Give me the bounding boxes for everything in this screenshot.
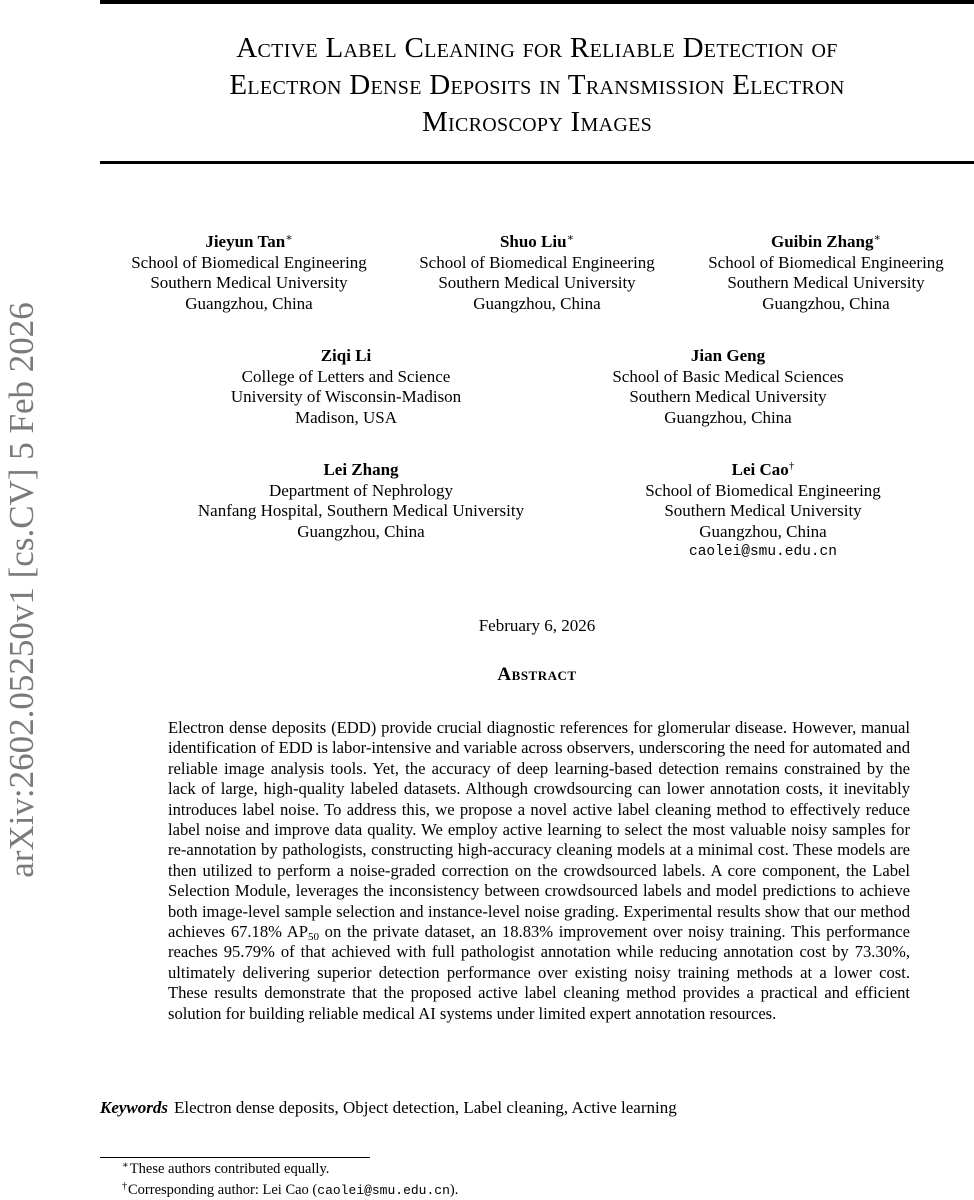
author-affiliation: Madison, USA [294,407,397,427]
top-rule [100,0,974,4]
author-block [407,232,667,314]
footnote-text: These authors contributed equally. [129,1161,330,1177]
footnote-text: Corresponding author: Lei Cao ( [128,1182,318,1198]
author-affiliation: Guangzhou, China [297,521,425,541]
paper-title [100,30,974,141]
author-mark: ∗ [873,232,881,244]
author-affiliation: School of Biomedical Engineering [419,252,655,272]
author-block [215,346,477,428]
author-name: Ziqi Li [320,346,372,365]
footnote-mark: † [122,1181,127,1192]
author-affiliation: School of Biomedical Engineering [708,252,944,272]
author-affiliation: Guangzhou, China [699,521,827,541]
author-affiliation: Department of Nephrology [268,480,454,500]
title-line: Electron Dense Deposits in Transmission Electron [229,69,845,101]
author-name: Lei Zhang [323,460,399,479]
publication-date: February 6, 2026 [478,616,596,635]
keywords-text: Electron dense deposits, Object detection, Label cleaning, Active learning [174,1098,677,1117]
author-name: Shuo Liu [499,232,567,251]
footnote-equal [122,1161,329,1178]
title-line: Microscopy Images [421,106,653,138]
keywords [100,1098,677,1118]
author-email[interactable]: caolei@smu.edu.cn [689,544,837,560]
footnote-email[interactable]: caolei@smu.edu.cn [317,1183,450,1198]
abstract-heading: Abstract [497,664,577,685]
footnote-mark: ∗ [122,1160,129,1171]
author-block [176,460,546,542]
footnote-tail: ). [449,1182,459,1198]
author-affiliation: Southern Medical University [727,273,925,292]
footnote-rule [100,1157,370,1158]
abstract-text: on the private dataset, an 18.83% improvement over noisy training. This performance reaches 95.79% of that achieved with full pathologist annotation while reducing annotation cost by 73.30%, ultimately delivering superior detection performance over existing noisy training methods at a lower cost. These results demonstrate that the proposed active label cleaning method provides a practical and efficient solution for building reliable medical AI systems under limited expert annotation resources. [168,922,910,1023]
abstract-body [168,718,910,1024]
title-line: Active Label Cleaning for Reliable Detection of [236,32,838,64]
author-block [597,346,859,428]
author-affiliation: Guangzhou, China [473,293,601,313]
author-name: Jieyun Tan [205,232,286,251]
author-affiliation: Southern Medical University [629,387,827,406]
ap-subscript: 50 [307,931,319,944]
author-affiliation: Southern Medical University [664,501,862,520]
author-affiliation: Guangzhou, China [762,293,890,313]
author-affiliation: School of Basic Medical Sciences [612,366,844,386]
author-block [632,460,894,563]
author-block [696,232,956,314]
title-rule [100,161,974,164]
arxiv-stamp: arXiv:2602.05250v1 [cs.CV] 5 Feb 2026 [2,302,41,878]
author-name: Lei Cao [731,460,789,479]
author-block [119,232,379,314]
author-mark: ∗ [566,232,575,244]
abstract-text: Electron dense deposits (EDD) provide crucial diagnostic references for glomerular disease. However, manual identification of EDD is labor-intensive and variable across observers, underscoring the need for automated and reliable image analysis tools. Yet, the accuracy of deep learning-based detection remains constrained by the lack of large, high-quality labeled datasets. Although crowdsourcing can lower annotation costs, it inevitably introduces label noise. To address this, we propose a novel active label cleaning method to effectively reduce label noise and improve data quality. We employ active learning to select the most valuable noisy samples for re-annotation by pathologists, constructing high-accuracy cleaning models at a minimal cost. These models are then utilized to perform a noise-graded correction on the crowdsourced labels. A core component, the Label Selection Module, leverages the inconsistency between crowdsourced labels and model predictions to achieve both image-level sample selection and instance-level noise grading. Experimental results show that our method achieves 67.18% AP [168,718,910,942]
author-affiliation: Nanfang Hospital, Southern Medical University [197,501,525,520]
footnote-corresponding [122,1182,458,1199]
author-affiliation: Southern Medical University [438,273,636,292]
author-affiliation: Guangzhou, China [185,293,313,313]
author-affiliation: Southern Medical University [150,273,348,292]
author-affiliation: Guangzhou, China [664,407,792,427]
author-affiliation: College of Letters and Science [241,366,451,386]
author-mark: ∗ [285,232,293,244]
author-name: Jian Geng [690,346,766,365]
author-affiliation: School of Biomedical Engineering [645,480,881,500]
author-affiliation: University of Wisconsin-Madison [230,387,462,406]
keywords-label: Keywords [100,1098,168,1117]
author-name: Guibin Zhang [770,232,874,251]
author-affiliation: School of Biomedical Engineering [131,252,367,272]
author-mark: † [788,460,795,472]
